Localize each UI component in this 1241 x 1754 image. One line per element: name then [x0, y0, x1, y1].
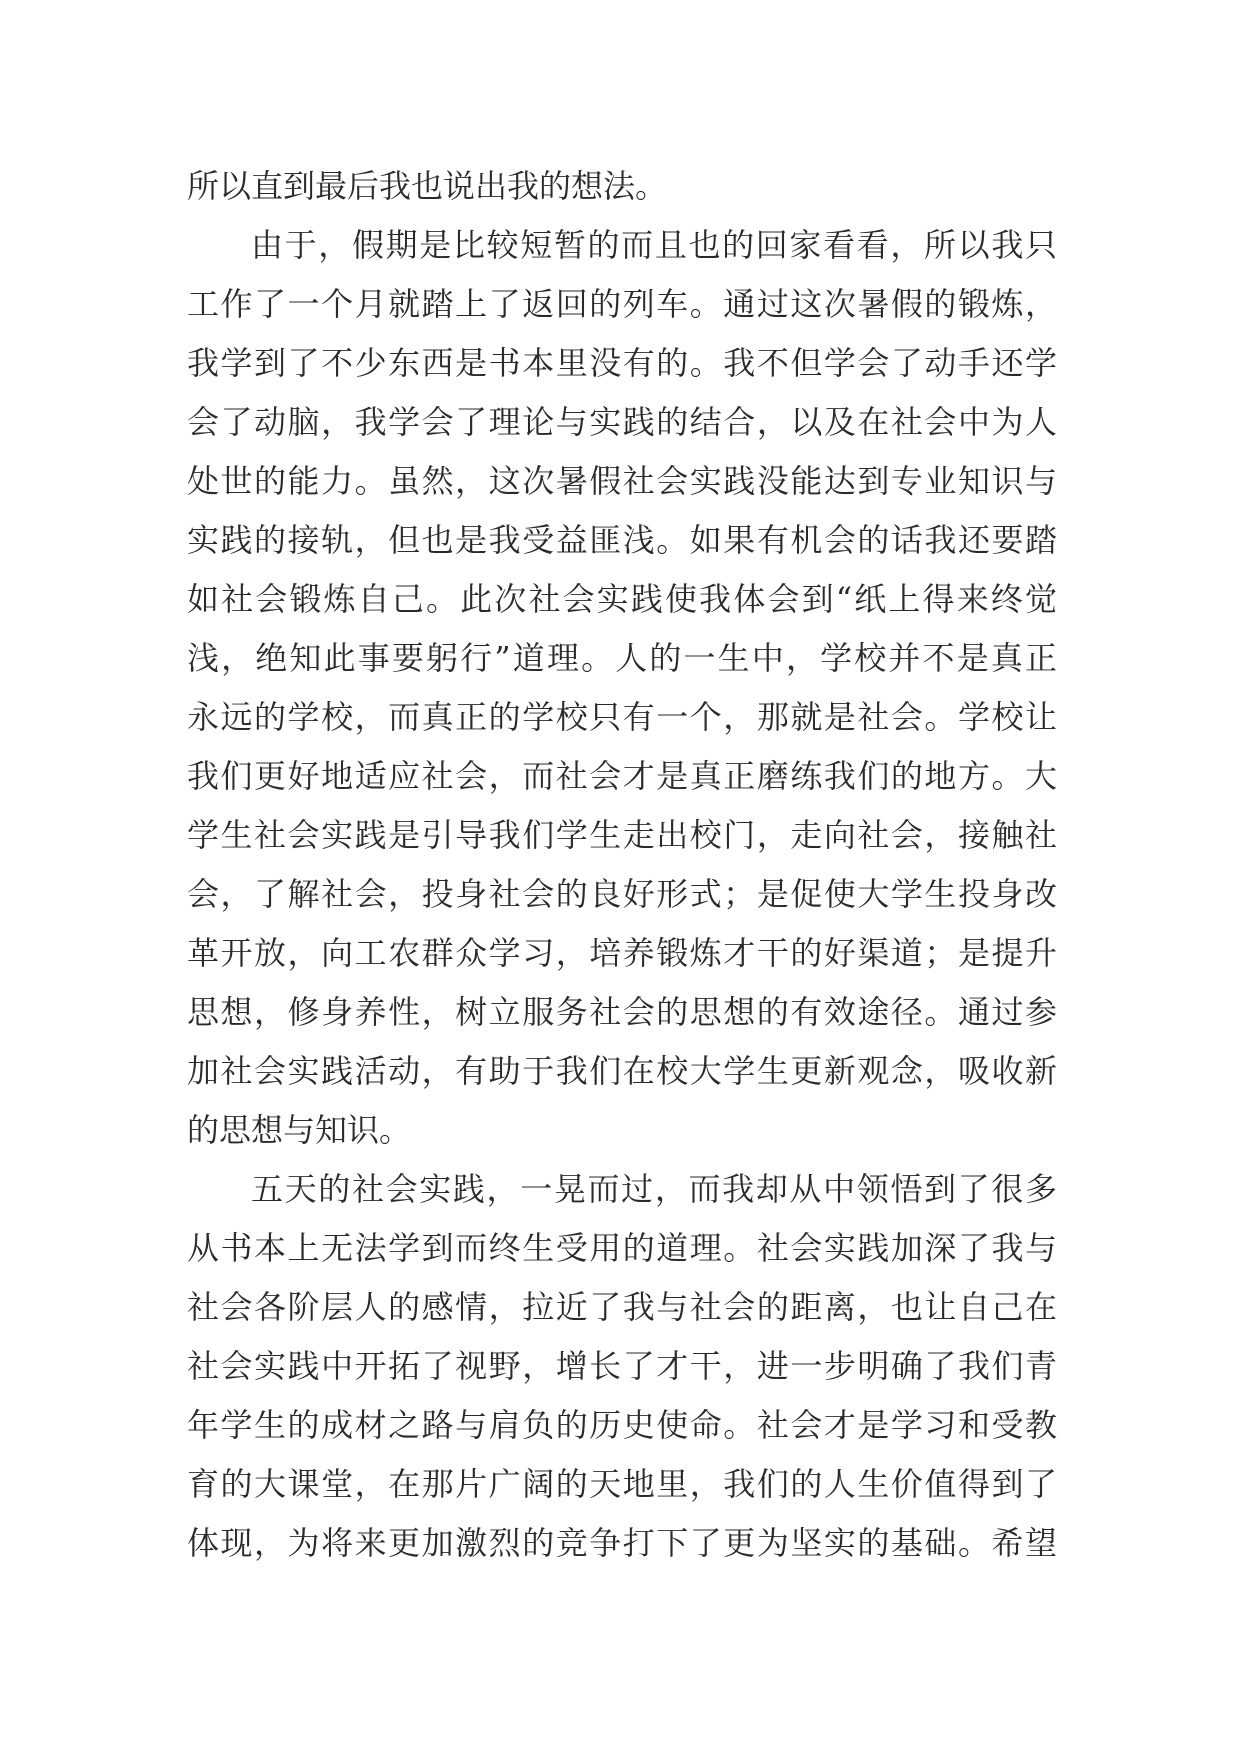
text-line: 学生社会实践是引导我们学生走出校门，走向社会，接触社 [187, 816, 1057, 854]
text-line: 会了动脑，我学会了理论与实践的结合，以及在社会中为人 [187, 403, 1057, 441]
text-line: 五天的社会实践，一晃而过，而我却从中领悟到了很多 [251, 1170, 1057, 1208]
text-line: 所以直到最后我也说出我的想法。 [187, 167, 668, 205]
text-line: 加社会实践活动，有助于我们在校大学生更新观念，吸收新 [187, 1052, 1057, 1090]
text-line: 革开放，向工农群众学习，培养锻炼才干的好渠道；是提升 [187, 934, 1057, 972]
text-line: 从书本上无法学到而终生受用的道理。社会实践加深了我与 [187, 1229, 1057, 1267]
text-line: 处世的能力。虽然，这次暑假社会实践没能达到专业知识与 [187, 462, 1057, 500]
text-line: 我学到了不少东西是书本里没有的。我不但学会了动手还学 [187, 344, 1057, 382]
text-line: 实践的接轨，但也是我受益匪浅。如果有机会的话我还要踏 [187, 521, 1057, 559]
text-line: 如社会锻炼自己。此次社会实践使我体会到“纸上得来终觉 [187, 580, 1057, 618]
text-line: 工作了一个月就踏上了返回的列车。通过这次暑假的锻炼， [187, 285, 1057, 323]
text-line: 的思想与知识。 [187, 1111, 412, 1149]
document-body [187, 157, 1057, 1573]
text-line: 社会各阶层人的感情，拉近了我与社会的距离，也让自己在 [187, 1288, 1057, 1326]
text-line: 会，了解社会，投身社会的良好形式；是促使大学生投身改 [187, 875, 1057, 913]
text-line: 思想，修身养性，树立服务社会的思想的有效途径。通过参 [187, 993, 1057, 1031]
text-line: 我们更好地适应社会，而社会才是真正磨练我们的地方。大 [187, 757, 1057, 795]
text-line: 浅，绝知此事要躬行”道理。人的一生中，学校并不是真正 [187, 639, 1057, 677]
text-line: 社会实践中开拓了视野，增长了才干，进一步明确了我们青 [187, 1347, 1057, 1385]
text-line: 年学生的成材之路与肩负的历史使命。社会才是学习和受教 [187, 1406, 1057, 1444]
text-line: 由于，假期是比较短暂的而且也的回家看看，所以我只 [251, 226, 1057, 264]
text-line: 永远的学校，而真正的学校只有一个，那就是社会。学校让 [187, 698, 1057, 736]
text-line: 育的大课堂，在那片广阔的天地里，我们的人生价值得到了 [187, 1465, 1057, 1503]
text-line: 体现，为将来更加激烈的竞争打下了更为坚实的基础。希望 [187, 1524, 1057, 1562]
